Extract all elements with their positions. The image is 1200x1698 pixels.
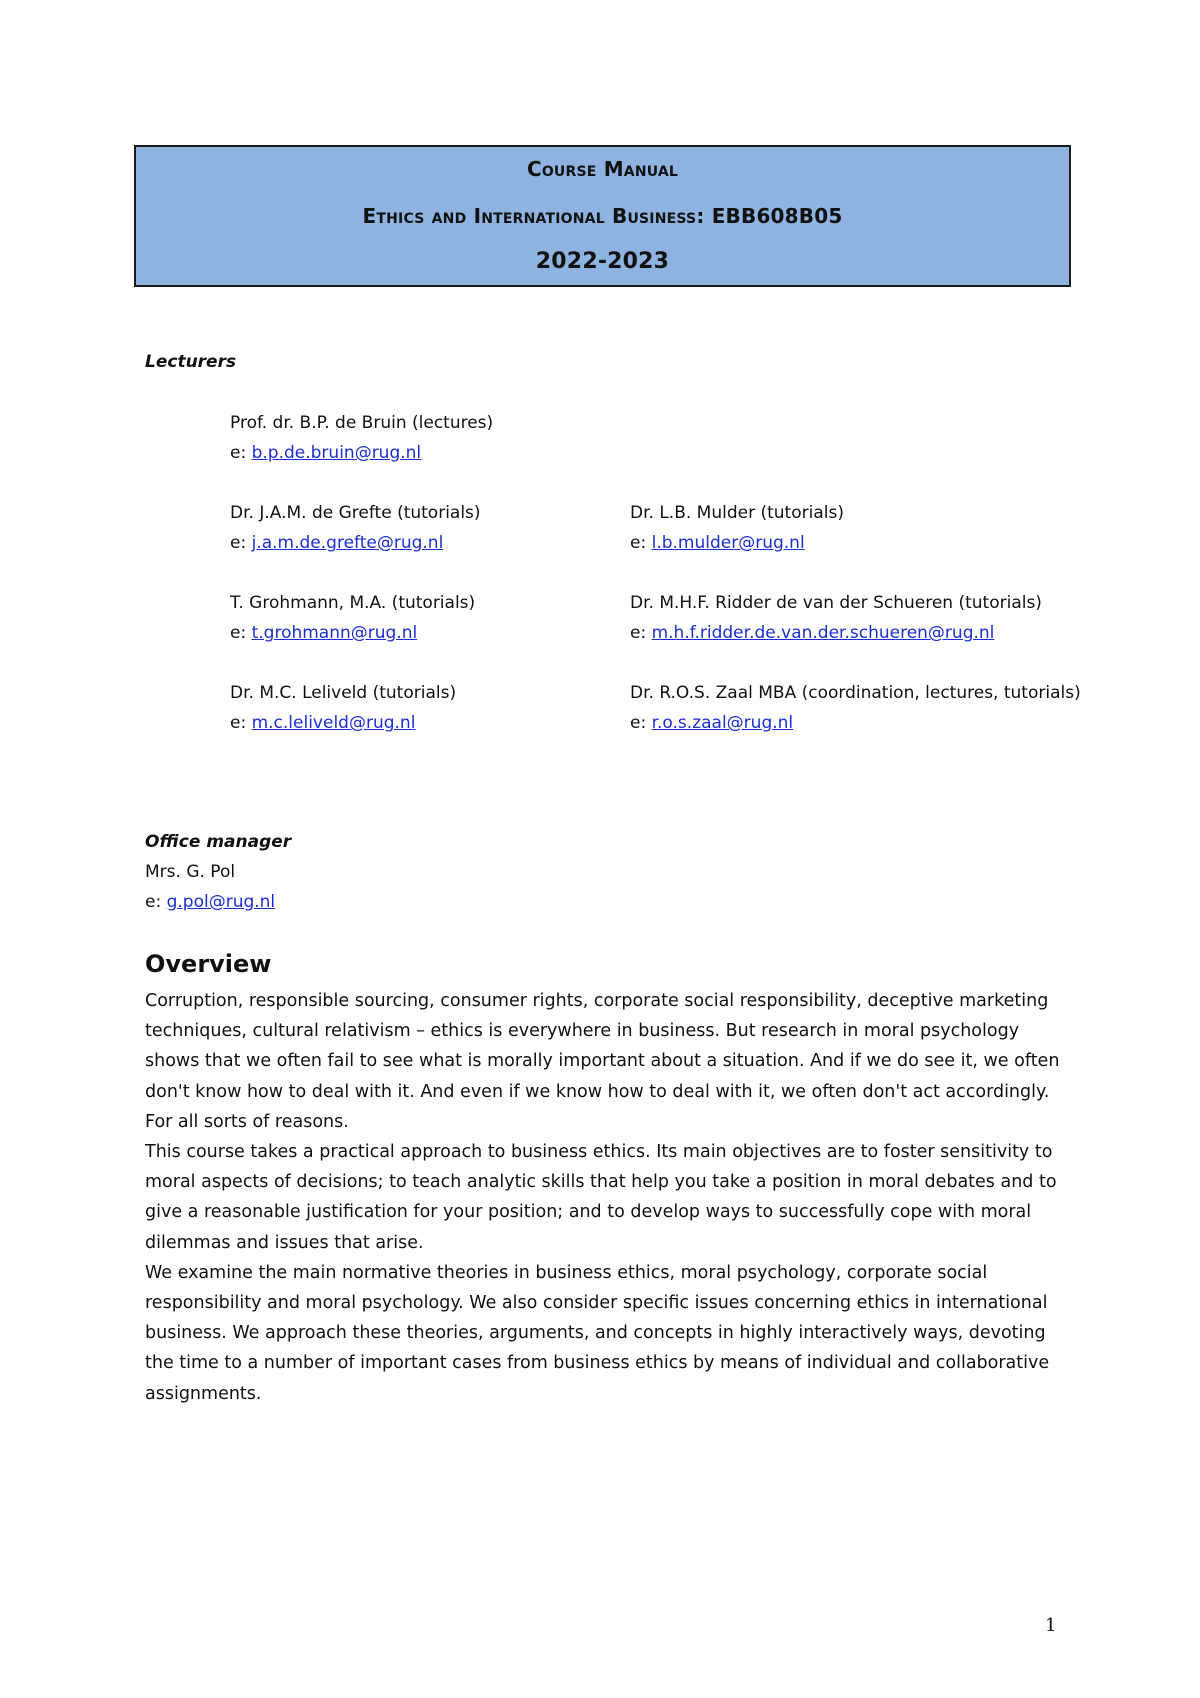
- lecturer-card: [630, 498, 844, 558]
- course-name-text: Ethics and International Business:: [362, 204, 712, 228]
- lecturer-email-line: [230, 438, 493, 468]
- email-prefix: e:: [630, 713, 652, 733]
- lecturer-email-link[interactable]: m.c.leliveld@rug.nl: [251, 713, 416, 733]
- lecturer-name: Dr. J.A.M. de Grefte (tutorials): [230, 503, 481, 523]
- overview-paragraph: We examine the main normative theories in business ethics, moral psychology, corporate social responsibility and moral psychology. We also consider specific issues concerning ethics in international business. We approach these theories, arguments, and concepts in highly interactively ways, devoting the time to a number of important cases from business ethics by means of individual and collaborative assignments.: [145, 1262, 1050, 1404]
- lecturers-heading: Lecturers: [145, 352, 237, 372]
- course-name-title: [136, 204, 1069, 228]
- email-prefix: e:: [230, 443, 252, 463]
- course-manual-title: Course Manual: [526, 157, 679, 181]
- lecturer-card: [630, 678, 1081, 738]
- page-number: 1: [1045, 1615, 1057, 1636]
- email-prefix: e:: [230, 533, 252, 553]
- lecturer-card: [230, 678, 456, 738]
- lecturer-name: Prof. dr. B.P. de Bruin (lectures): [230, 413, 494, 433]
- email-prefix: e:: [145, 892, 167, 912]
- email-prefix: e:: [630, 533, 652, 553]
- lecturer-card: [230, 498, 481, 558]
- lecturer-email-link[interactable]: j.a.m.de.grefte@rug.nl: [251, 533, 444, 553]
- lecturer-name: Dr. M.C. Leliveld (tutorials): [230, 683, 457, 703]
- course-title-box: [134, 145, 1071, 287]
- office-manager-heading: Office manager: [145, 832, 292, 852]
- lecturer-email-link[interactable]: m.h.f.ridder.de.van.der.schueren@rug.nl: [651, 623, 995, 643]
- lecturer-email-line: [630, 708, 1081, 738]
- lecturer-email-link[interactable]: b.p.de.bruin@rug.nl: [251, 443, 422, 463]
- office-manager-email-line: [145, 892, 275, 912]
- office-manager-email-link[interactable]: g.pol@rug.nl: [166, 892, 276, 912]
- overview-body: [145, 986, 1075, 1409]
- lecturer-name: T. Grohmann, M.A. (tutorials): [230, 593, 476, 613]
- lecturer-card: [230, 588, 475, 648]
- lecturer-email-link[interactable]: r.o.s.zaal@rug.nl: [651, 713, 794, 733]
- overview-heading: Overview: [145, 950, 272, 978]
- lecturer-email-line: [630, 528, 844, 558]
- office-manager-name: Mrs. G. Pol: [145, 862, 236, 882]
- lecturer-card: [630, 588, 1042, 648]
- lecturer-email-line: [230, 618, 475, 648]
- email-prefix: e:: [230, 713, 252, 733]
- overview-paragraph: Corruption, responsible sourcing, consumer rights, corporate social responsibility, deceptive marketing techniques, cultural relativism – ethics is everywhere in business. But research in moral psychology shows that we often fail to see what is morally important about a situation. And if we do see it, we often don't know how to deal with it. And even if we know how to deal with it, we often don't act accordingly. For all sorts of reasons.: [145, 991, 1060, 1132]
- lecturer-email-link[interactable]: t.grohmann@rug.nl: [251, 623, 418, 643]
- lecturer-email-line: [230, 528, 481, 558]
- overview-paragraph: This course takes a practical approach to business ethics. Its main objectives are to foster sensitivity to moral aspects of decisions; to teach analytic skills that help you take a position in moral debates and to give a reasonable justification for your position; and to develop ways to successfully cope with moral dilemmas and issues that arise.: [145, 1142, 1057, 1253]
- lecturer-email-link[interactable]: l.b.mulder@rug.nl: [651, 533, 805, 553]
- email-prefix: e:: [230, 623, 252, 643]
- lecturer-email-line: [630, 618, 1042, 648]
- lecturer-name: Dr. M.H.F. Ridder de van der Schueren (tutorials): [630, 593, 1042, 613]
- academic-year: 2022-2023: [535, 249, 670, 274]
- lecturer-name: Dr. R.O.S. Zaal MBA (coordination, lectures, tutorials): [630, 683, 1081, 703]
- lecturer-email-line: [230, 708, 456, 738]
- course-code: EBB608B05: [711, 204, 843, 228]
- email-prefix: e:: [630, 623, 652, 643]
- lecturer-card: [230, 408, 493, 468]
- lecturer-name: Dr. L.B. Mulder (tutorials): [630, 503, 844, 523]
